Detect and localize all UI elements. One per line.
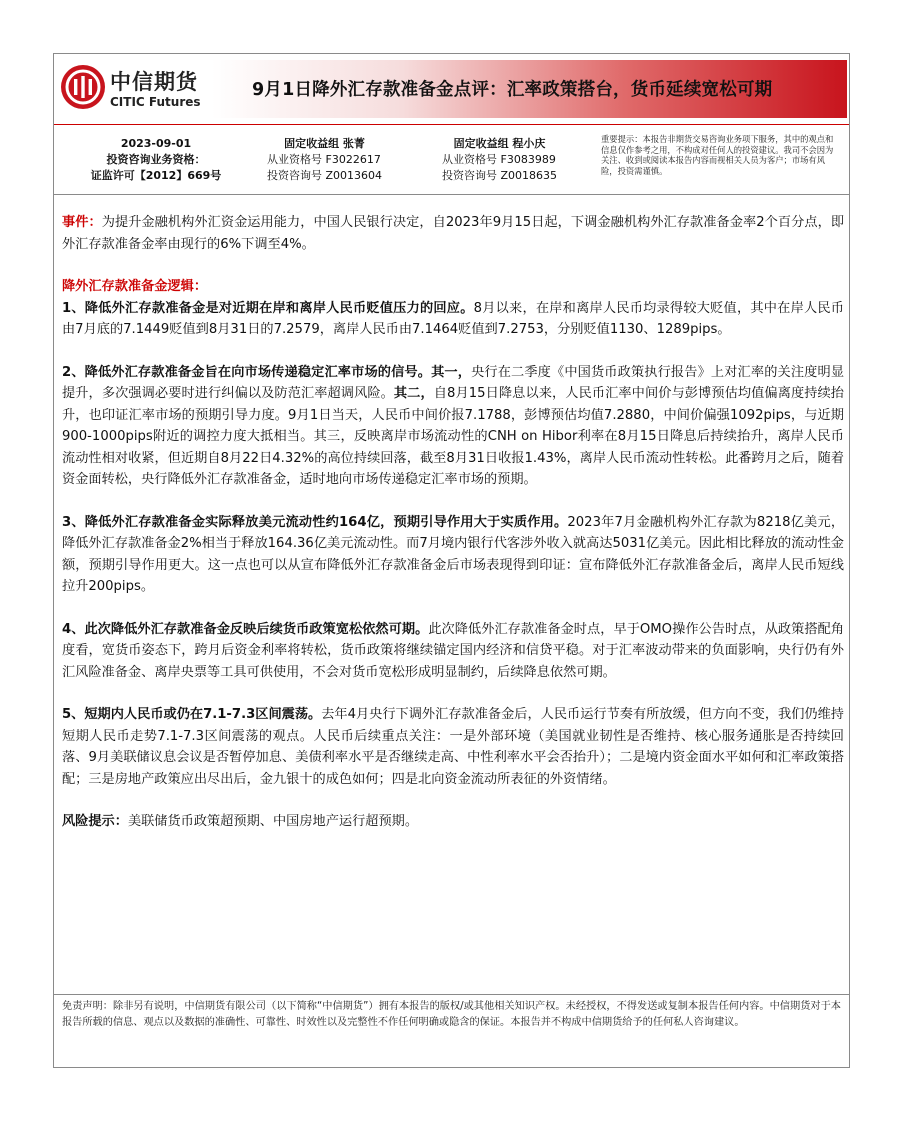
point-2-lead: 2、降低外汇存款准备金旨在向市场传递稳定汇率市场的信号。 [62,364,432,380]
point-5 [62,704,844,790]
date-qualification [76,136,236,184]
report-date: 2023-09-01 [120,137,192,150]
title-banner [212,60,847,118]
point-5-lead: 5、短期内人民币或仍在7.1-7.3区间震荡。 [62,707,322,722]
point-5-text: 去年4月央行下调外汇存款准备金后，人民币运行节奏有所放缓，但方向不变，我们仍维持短期人民币走势7.1-7.3区间震荡的观点。人民币后续重点关注：一是外部环境（美国就业韧性是否维持、核心服务通胀是否持续回落、9月美联储议息会议是否暂停加息、美债利率水平是否继续走高、中性利率水平会否抬升）；二是境内资金面水平如何和汇率政策搭配；三是房地产政策应出尽出后，金九银十的成色如何；四是北向资金流动所表征的外资情绪。 [62,707,844,787]
point-1 [62,298,844,341]
qualification-line1: 投资咨询业务资格： [106,153,206,166]
risk-paragraph [62,811,844,833]
report-title: 9月1日降外汇存款准备金点评：汇率政策搭台，货币延续宽松可期 [252,80,773,100]
analyst-2-license: 从业资格号 F3083989 [442,153,556,166]
event-paragraph [62,212,844,255]
risk-label: 风险提示： [62,814,128,829]
analyst-2 [442,136,557,184]
event-label: 事件： [62,215,102,230]
citic-logo-icon [60,64,106,110]
company-logo [60,62,210,116]
analyst-2-name: 固定收益组 程小庆 [453,137,546,150]
event-text: 为提升金融机构外汇资金运用能力，中国人民银行决定，自2023年9月15日起，下调金融机构外汇存款准备金率2个百分点，即外汇存款准备金率由现行的6%下调至4%。 [62,215,845,252]
logic-heading: 降外汇存款准备金逻辑： [62,279,208,294]
analyst-1 [267,136,382,184]
point-3 [62,512,844,598]
logo-english-name: CITIC Futures [110,95,201,109]
report-meta [54,124,849,195]
point-1-lead: 1、降低外汇存款准备金是对近期在岸和离岸人民币贬值压力的回应。 [62,300,474,316]
analyst-2-advisor: 投资咨询号 Z0018635 [442,169,558,182]
point-3-text: 2023年7月金融机构外汇存款为8218亿美元，降低外汇存款准备金2%相当于释放164.36亿美元流动性。而7月境内银行代客涉外收入就高达5031亿美元。因此相比释放的流动性金额，预期引导作用更大。这一点也可以从宣布降低外汇存款准备金后市场表现得到印证：宣布降低外汇存款准备金后，离岸人民币短线拉升200pips。 [62,514,845,594]
risk-text: 美联储货币政策超预期、中国房地产运行超预期。 [127,814,419,829]
important-notice: 重要提示：本报告非期货交易咨询业务项下服务，其中的观点和信息仅作参考之用，不构成对任何人的投资建议。我司不会因为关注、收到或阅读本报告内容而视相关人员为客户；市场有风险，投资需谨慎。 [601,134,834,176]
report-body [62,212,844,833]
point-2: 2、降低外汇存款准备金旨在向市场传递稳定汇率市场的信号。其一，央行在二季度《中国货币政策执行报告》上对汇率的关注度明显提升，多次强调必要时进行纠偏以及防范汇率超调风险。其二，自8月15日降息以来，人民币汇率中间价与彭博预估均值偏离度持续抬升，也印证汇率市场的预期引导力度。9月1日当天，人民币中间价报7.1788，彭博预估均值7.2880，中间价偏强1092pips，与近期900-1000pips附近的调控力度大抵相当。其三，反映离岸市场流动性的CNH on Hibor利率在8月15日降息后持续抬升，离岸人民币流动性相对收紧，但近期自8月22日4.32%的高位持续回落，截至8月31日收报1.43%，离岸人民币流动性转松。此番跨月之后，随着资金面转松，央行降低外汇存款准备金，适时地向市场传递稳定汇率市场的预期。 [62,364,845,487]
disclaimer: 免责声明：除非另有说明，中信期货有限公司（以下简称“中信期货”）拥有本报告的版权/或其他相关知识产权。未经授权，不得发送或复制本报告任何内容。中信期货对于本报告所载的信息、观点以及数据的准确性、可靠性、时效性以及完整性不作任何明确或隐含的保证。本报告并不构成中信期货给予的任何私人咨询建议。 [54,994,849,1031]
analyst-1-advisor: 投资咨询号 Z0013604 [267,169,383,182]
analyst-1-name: 固定收益组 张菁 [284,137,365,150]
point-4-lead: 4、此次降低外汇存款准备金反映后续货币政策宽松依然可期。 [62,621,429,637]
point-3-lead: 3、降低外汇存款准备金实际释放美元流动性约164亿，预期引导作用大于实质作用。 [62,514,568,530]
qualification-line2: 证监许可【2012】669号 [90,169,222,182]
report-page [53,53,850,1068]
point-4 [62,619,844,684]
point-4-text: 此次降低外汇存款准备金时点，早于OMO操作公告时点，从政策搭配角度看，宽货币姿态下，跨月后资金利率将转松，货币政策将继续锚定国内经济和信贷平稳。对于汇率波动带来的负面影响，央行仍有外汇风险准备金、离岸央票等工具可供使用，不会对货币宽松形成明显制约，后续降息依然可期。 [62,621,844,680]
analyst-1-license: 从业资格号 F3022617 [267,153,381,166]
point-1-text: 8月以来，在岸和离岸人民币均录得较大贬值，其中在岸人民币由7月底的7.1449贬值到8月31日的7.2579，离岸人民币由7.1464贬值到7.2753，分别贬值1130、1289pips。 [62,300,844,337]
report-header [54,54,849,125]
logo-chinese-name: 中信期货 [110,70,198,94]
